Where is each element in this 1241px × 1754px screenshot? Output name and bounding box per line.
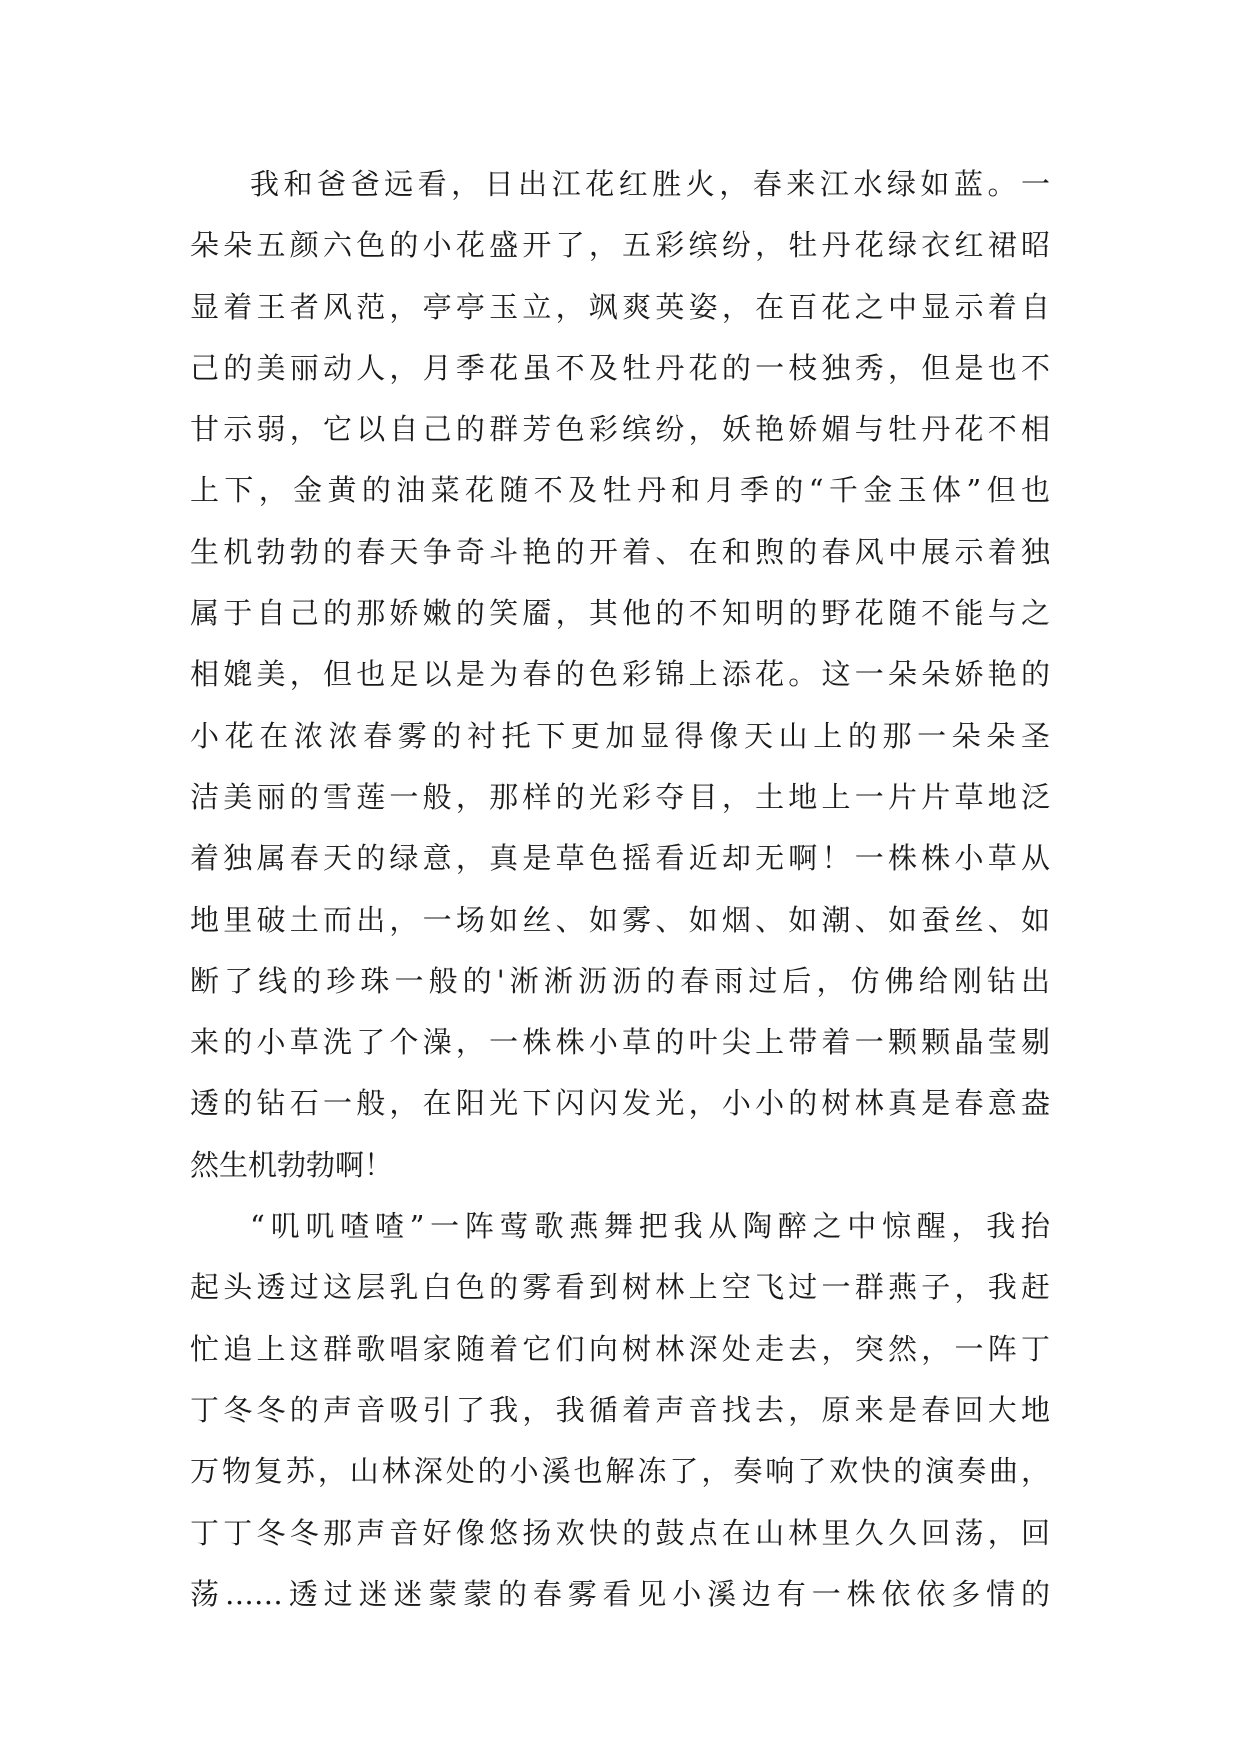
body-text bbox=[190, 154, 1050, 1625]
paragraph-line: 己的美丽动人，月季花虽不及牡丹花的一枝独秀，但是也不 bbox=[190, 350, 1050, 385]
paragraph-line: 着独属春天的绿意，真是草色摇看近却无啊！一株株小草从 bbox=[190, 841, 1050, 876]
paragraph-line: 忙追上这群歌唱家随着它们向树林深处走去，突然，一阵丁 bbox=[190, 1331, 1050, 1366]
paragraph-line: 属于自己的那娇嫩的笑靥，其他的不知明的野花随不能与之 bbox=[190, 596, 1050, 631]
paragraph-line: 断了线的珍珠一般的'淅淅沥沥的春雨过后，仿佛给刚钻出 bbox=[190, 963, 1050, 998]
paragraph-line: 小花在浓浓春雾的衬托下更加显得像天山上的那一朵朵圣 bbox=[190, 718, 1050, 753]
paragraph-line: 我和爸爸远看，日出江花红胜火，春来江水绿如蓝。一 bbox=[250, 167, 1050, 201]
paragraph-line: 相媲美，但也足以是为春的色彩锦上添花。这一朵朵娇艳的 bbox=[190, 657, 1050, 692]
paragraph-line: 然生机勃勃啊！ bbox=[190, 1147, 394, 1182]
paragraph-line: 丁冬冬的声音吸引了我，我循着声音找去，原来是春回大地 bbox=[190, 1392, 1050, 1427]
paragraph-line: “叽叽喳喳”一阵莺歌燕舞把我从陶醉之中惊醒，我抬 bbox=[250, 1209, 1050, 1244]
paragraph-line: 显着王者风范，亭亭玉立，飒爽英姿，在百花之中显示着自 bbox=[190, 289, 1050, 324]
paragraph-line: 上下，金黄的油菜花随不及牡丹和月季的“千金玉体”但也 bbox=[190, 473, 1050, 508]
paragraph-line: 丁丁冬冬那声音好像悠扬欢快的鼓点在山林里久久回荡，回 bbox=[190, 1515, 1050, 1550]
paragraph-line: 甘示弱，它以自己的群芳色彩缤纷，妖艳娇媚与牡丹花不相 bbox=[190, 412, 1050, 447]
paragraph-line: 朵朵五颜六色的小花盛开了，五彩缤纷，牡丹花绿衣红裙昭 bbox=[190, 228, 1050, 263]
paragraph-line: 荡……透过迷迷蒙蒙的春雾看见小溪边有一株依依多情的 bbox=[190, 1576, 1050, 1611]
paragraph-line: 透的钻石一般，在阳光下闪闪发光，小小的树林真是春意盎 bbox=[190, 1086, 1050, 1121]
paragraph-line: 万物复苏，山林深处的小溪也解冻了，奏响了欢快的演奏曲， bbox=[190, 1454, 1050, 1489]
paragraph-line: 起头透过这层乳白色的雾看到树林上空飞过一群燕子，我赶 bbox=[190, 1270, 1050, 1305]
paragraph-line: 洁美丽的雪莲一般，那样的光彩夺目，土地上一片片草地泛 bbox=[190, 779, 1050, 814]
paragraph-line: 地里破土而出，一场如丝、如雾、如烟、如潮、如蚕丝、如 bbox=[190, 902, 1050, 937]
paragraph-line: 来的小草洗了个澡，一株株小草的叶尖上带着一颗颗晶莹剔 bbox=[190, 1025, 1050, 1060]
paragraph-line: 生机勃勃的春天争奇斗艳的开着、在和煦的春风中展示着独 bbox=[190, 534, 1050, 569]
